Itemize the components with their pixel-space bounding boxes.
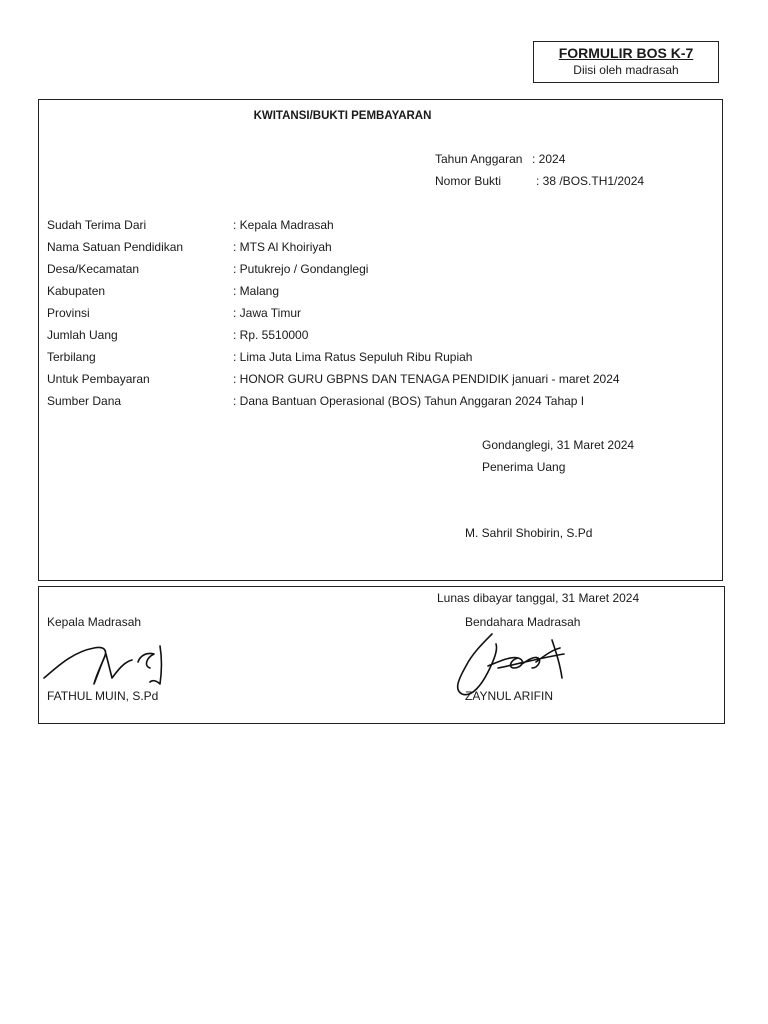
paid-date: Lunas dibayar tanggal, 31 Maret 2024 <box>437 591 640 605</box>
field-label-received-from: Sudah Terima Dari <box>47 218 147 232</box>
field-value-institution: : MTS Al Khoiriyah <box>233 240 332 254</box>
form-code: FORMULIR BOS K-7 <box>558 45 694 61</box>
field-label-amount: Jumlah Uang <box>47 328 118 342</box>
field-value-payment-for: : HONOR GURU GBPNS DAN TENAGA PENDIDIK januari - maret 2024 <box>233 372 620 386</box>
field-value-amount: : Rp. 5510000 <box>233 328 309 342</box>
field-label-regency: Kabupaten <box>47 284 106 298</box>
field-value-amount-words: : Lima Juta Lima Ratus Sepuluh Ribu Rupiah <box>233 350 473 364</box>
treasurer-title: Bendahara Madrasah <box>465 615 581 629</box>
receiver-label: Penerima Uang <box>482 460 566 474</box>
head-name: FATHUL MUIN, S.Pd <box>47 689 159 703</box>
place-date: Gondanglegi, 31 Maret 2024 <box>482 438 635 452</box>
field-value-received-from: : Kepala Madrasah <box>233 218 334 232</box>
receipt-box <box>38 99 723 581</box>
budget-year-label: Tahun Anggaran <box>435 152 523 166</box>
field-value-province: : Jawa Timur <box>233 306 302 320</box>
field-value-village: : Putukrejo / Gondanglegi <box>233 262 369 276</box>
field-label-province: Provinsi <box>47 306 90 320</box>
field-label-village: Desa/Kecamatan <box>47 262 140 276</box>
head-signature <box>42 638 172 690</box>
receiver-name: M. Sahril Shobirin, S.Pd <box>465 526 593 540</box>
field-label-payment-for: Untuk Pembayaran <box>47 372 150 386</box>
proof-number-value: : 38 /BOS.TH1/2024 <box>536 174 645 188</box>
treasurer-name: ZAYNUL ARIFIN <box>465 689 554 703</box>
budget-year-value: : 2024 <box>532 152 566 166</box>
head-title: Kepala Madrasah <box>47 615 142 629</box>
form-subtitle: Diisi oleh madrasah <box>573 63 679 77</box>
field-label-institution: Nama Satuan Pendidikan <box>47 240 184 254</box>
receipt-title: KWITANSI/BUKTI PEMBAYARAN <box>253 110 432 122</box>
field-label-amount-words: Terbilang <box>47 350 96 364</box>
field-label-fund-source: Sumber Dana <box>47 394 122 408</box>
proof-number-label: Nomor Bukti <box>435 174 502 188</box>
field-value-fund-source: : Dana Bantuan Operasional (BOS) Tahun Anggaran 2024 Tahap I <box>233 394 585 408</box>
field-value-regency: : Malang <box>233 284 280 298</box>
form-code-box <box>533 41 719 83</box>
